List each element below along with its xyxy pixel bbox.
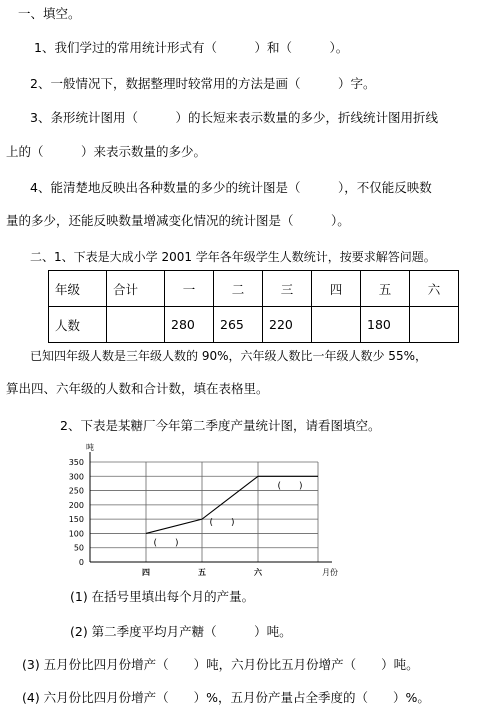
note-line1: 已知四年级人数是三年级人数的 90%，六年级人数比一年级人数少 55%， [30, 349, 427, 363]
y-tick-label: 300 [68, 472, 84, 482]
y-tick-label: 100 [68, 529, 84, 539]
y-tick-label: 200 [68, 500, 84, 510]
table-header-cell: 五 [361, 271, 410, 307]
table-header-cell: 二 [214, 271, 263, 307]
sub-question-3: (3) 五月份比四月份增产（ ）吨，六月份比五月份增产（ ）吨。 [22, 657, 419, 672]
table-header-cell: 年级 [49, 271, 107, 307]
chart-question-intro: 2、下表是某糖厂今年第二季度产量统计图，请看图填空。 [60, 418, 381, 433]
sub-question-1: (1) 在括号里填出每个月的产量。 [70, 589, 255, 604]
table-cell: 人数 [49, 307, 107, 343]
y-tick-label: 50 [73, 543, 84, 553]
y-tick-label: 150 [68, 515, 84, 525]
data-blank-label: ( ) [153, 538, 179, 549]
table-header-cell: 三 [263, 271, 312, 307]
y-tick-label: 350 [68, 458, 84, 467]
grade-statistics-table [48, 270, 459, 343]
data-blank-label: ( ) [277, 481, 303, 492]
section2-intro: 二、1、下表是大成小学 2001 学年各年级学生人数统计，按要求解答问题。 [30, 250, 436, 264]
table-header-cell: 六 [410, 271, 459, 307]
table-row [49, 307, 459, 343]
y-tick-label: 250 [68, 486, 84, 496]
table-cell: 265 [214, 307, 263, 343]
sub-question-2: (2) 第二季度平均月产糖（ ）吨。 [70, 624, 292, 639]
y-tick-label: 0 [78, 558, 84, 567]
table-cell [312, 307, 361, 343]
note-line2: 算出四、六年级的人数和合计数，填在表格里。 [6, 381, 269, 396]
table-cell [410, 307, 459, 343]
table-header-cell: 四 [312, 271, 361, 307]
table-cell: 220 [263, 307, 312, 343]
sugar-production-line-chart [0, 440, 503, 580]
data-blank-label: ( ) [209, 518, 235, 529]
sub-question-4: (4) 六月份比四月份增产（ ）%，五月份产量占全季度的（ ）%。 [22, 690, 430, 705]
table-header-row [49, 271, 459, 307]
x-axis-label: 月份 [322, 568, 338, 577]
y-unit-label: 吨 [86, 443, 94, 452]
table-cell-total [107, 307, 165, 343]
section1-title: 一、填空。 [18, 6, 81, 21]
table-header-cell: 合计 [107, 271, 165, 307]
table-cell: 180 [361, 307, 410, 343]
x-tick-label: 六 [254, 568, 262, 577]
x-tick-label: 四 [142, 568, 150, 577]
question-4-line2: 量的多少，还能反映数量增减变化情况的统计图是（ ）。 [6, 213, 350, 228]
question-1: 1、我们学过的常用统计形式有（ ）和（ ）。 [34, 40, 349, 55]
question-2: 2、一般情况下，数据整理时较常用的方法是画（ ）字。 [30, 76, 376, 91]
x-tick-label: 五 [198, 568, 206, 577]
question-3-line2: 上的（ ）来表示数量的多少。 [6, 144, 207, 159]
question-4-line1: 4、能清楚地反映出各种数量的多少的统计图是（ ），不仅能反映数 [30, 180, 432, 195]
question-3-line1: 3、条形统计图用（ ）的长短来表示数量的多少，折线统计图用折线 [30, 110, 438, 125]
table-header-cell: 一 [165, 271, 214, 307]
table-cell: 280 [165, 307, 214, 343]
